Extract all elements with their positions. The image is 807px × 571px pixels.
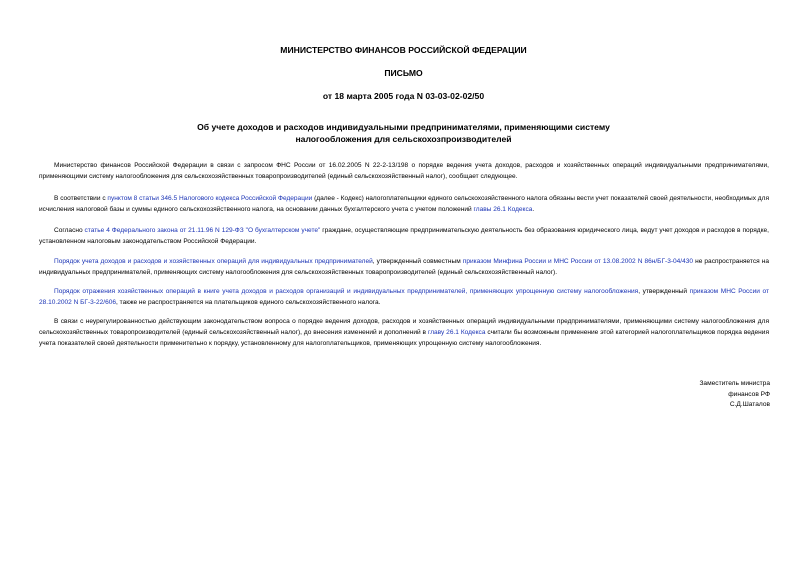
link-chapter-26-1-code[interactable]: главу 26.1 Кодекса <box>427 329 486 337</box>
paragraph-3-text-1: Согласно <box>54 227 85 234</box>
paragraph-3-text-2: граждане, осуществляющие предпринимательскую деятельность без образования юридического лица, ведут учет доходов и расходов в порядке, установленном налоговым законодательством Российской Федерации. <box>39 227 769 246</box>
link-chapter-26-1[interactable]: главы 26.1 Кодекса <box>473 206 533 214</box>
paragraph-1-text: Министерство финансов Российской Федерации в связи с запросом ФНС России от 16.02.2005 N 22-2-13/198 о порядке ведения учета доходов, расходов и хозяйственных операций индивидуальными предпринимателями, применяющими систему налогообложения для сельскохозяйственных товаропроизводителей (единый сельскохозяйственный налог), сообщает следующее. <box>39 162 769 181</box>
paragraph-5 <box>39 286 769 308</box>
paragraph-1 <box>39 160 769 182</box>
document-date-number: от 18 марта 2005 года N 03-03-02-02/50 <box>322 91 485 101</box>
paragraph-6-text-1: В связи с неурегулированностью действующим законодательством вопроса о порядке ведения доходов, расходов и хозяйственных операций индивидуальными предпринимателями, применяющими систему налогообложения для сельскохозяйственных товаропроизводителей (единый сельскохозяйственный налог), до внесения изменений и дополнений в <box>39 318 769 337</box>
ministry-heading: МИНИСТЕРСТВО ФИНАНСОВ РОССИЙСКОЙ ФЕДЕРАЦИИ <box>280 45 527 55</box>
paragraph-2-text-2: (далее - Кодекс) налогоплательщики единого сельскохозяйственного налога обязаны вести учет показателей своей деятельности, необходимых для исчисления налоговой базы и суммы единого сельскохозяйственного налога, на основании данных бухгалтерского учета с учетом положений <box>39 195 769 214</box>
paragraph-4-text-2: не распространяется на индивидуальных предпринимателей, применяющих систему налогообложения для сельскохозяйственных товаропроизводителей (единый сельскохозяйственный налог). <box>39 258 769 277</box>
paragraph-5-text-1: , утвержденный <box>638 288 690 295</box>
subject-line-2: налогообложения для сельскохозпроизводителей <box>295 134 512 144</box>
subject-line-1: Об учете доходов и расходов индивидуальными предпринимателями, применяющими систему <box>197 122 610 132</box>
link-accounting-procedure[interactable]: Порядок учета доходов и расходов и хозяйственных операций для индивидуальных предпринимателей <box>54 258 373 265</box>
document-subject <box>0 121 807 145</box>
paragraph-5-text-2: , также не распространяется на плательщиков единого сельскохозяйственного налога. <box>116 299 381 307</box>
paragraph-6 <box>39 316 769 350</box>
paragraph-4 <box>39 256 769 278</box>
paragraph-4-text-1: , утвержденный совместным <box>372 258 463 265</box>
link-tax-code-article-346-5[interactable]: пунктом 8 статьи 346.5 Налогового кодекса Российской Федерации <box>107 195 313 202</box>
signatory-department: финансов РФ <box>728 390 770 398</box>
document-type-heading: ПИСЬМО <box>384 68 423 78</box>
link-order-bg-3-22-606[interactable]: приказом МНС России от 28.10.2002 N БГ-3-22/606 <box>39 288 769 307</box>
link-order-86n[interactable]: приказом Минфина России и МНС России от 13.08.2002 N 86н/БГ-3-04/430 <box>462 258 694 265</box>
signatory-title: Заместитель министра <box>699 380 770 387</box>
link-book-of-accounts-procedure[interactable]: Порядок отражения хозяйственных операций в книге учета доходов и расходов организаций и индивидуальных предпринимателей, применяющих упрощенную систему налогообложения <box>54 288 639 295</box>
paragraph-3 <box>39 225 769 247</box>
paragraph-2 <box>39 193 769 215</box>
signatory-name: С.Д.Шаталов <box>729 401 770 408</box>
paragraph-6-text-2: считали бы возможным применение этой категорией налогоплательщиков порядка ведения учета показателей своей деятельности применительно к порядку, установленному для налогоплательщиков, применяющих упрощенную систему налогообложения. <box>39 329 769 348</box>
paragraph-2-text-3: . <box>532 206 535 214</box>
link-federal-law-129-fz[interactable]: статье 4 Федерального закона от 21.11.96 N 129-ФЗ "О бухгалтерском учете" <box>84 227 321 234</box>
paragraph-2-text-1: В соответствии с <box>54 195 108 202</box>
